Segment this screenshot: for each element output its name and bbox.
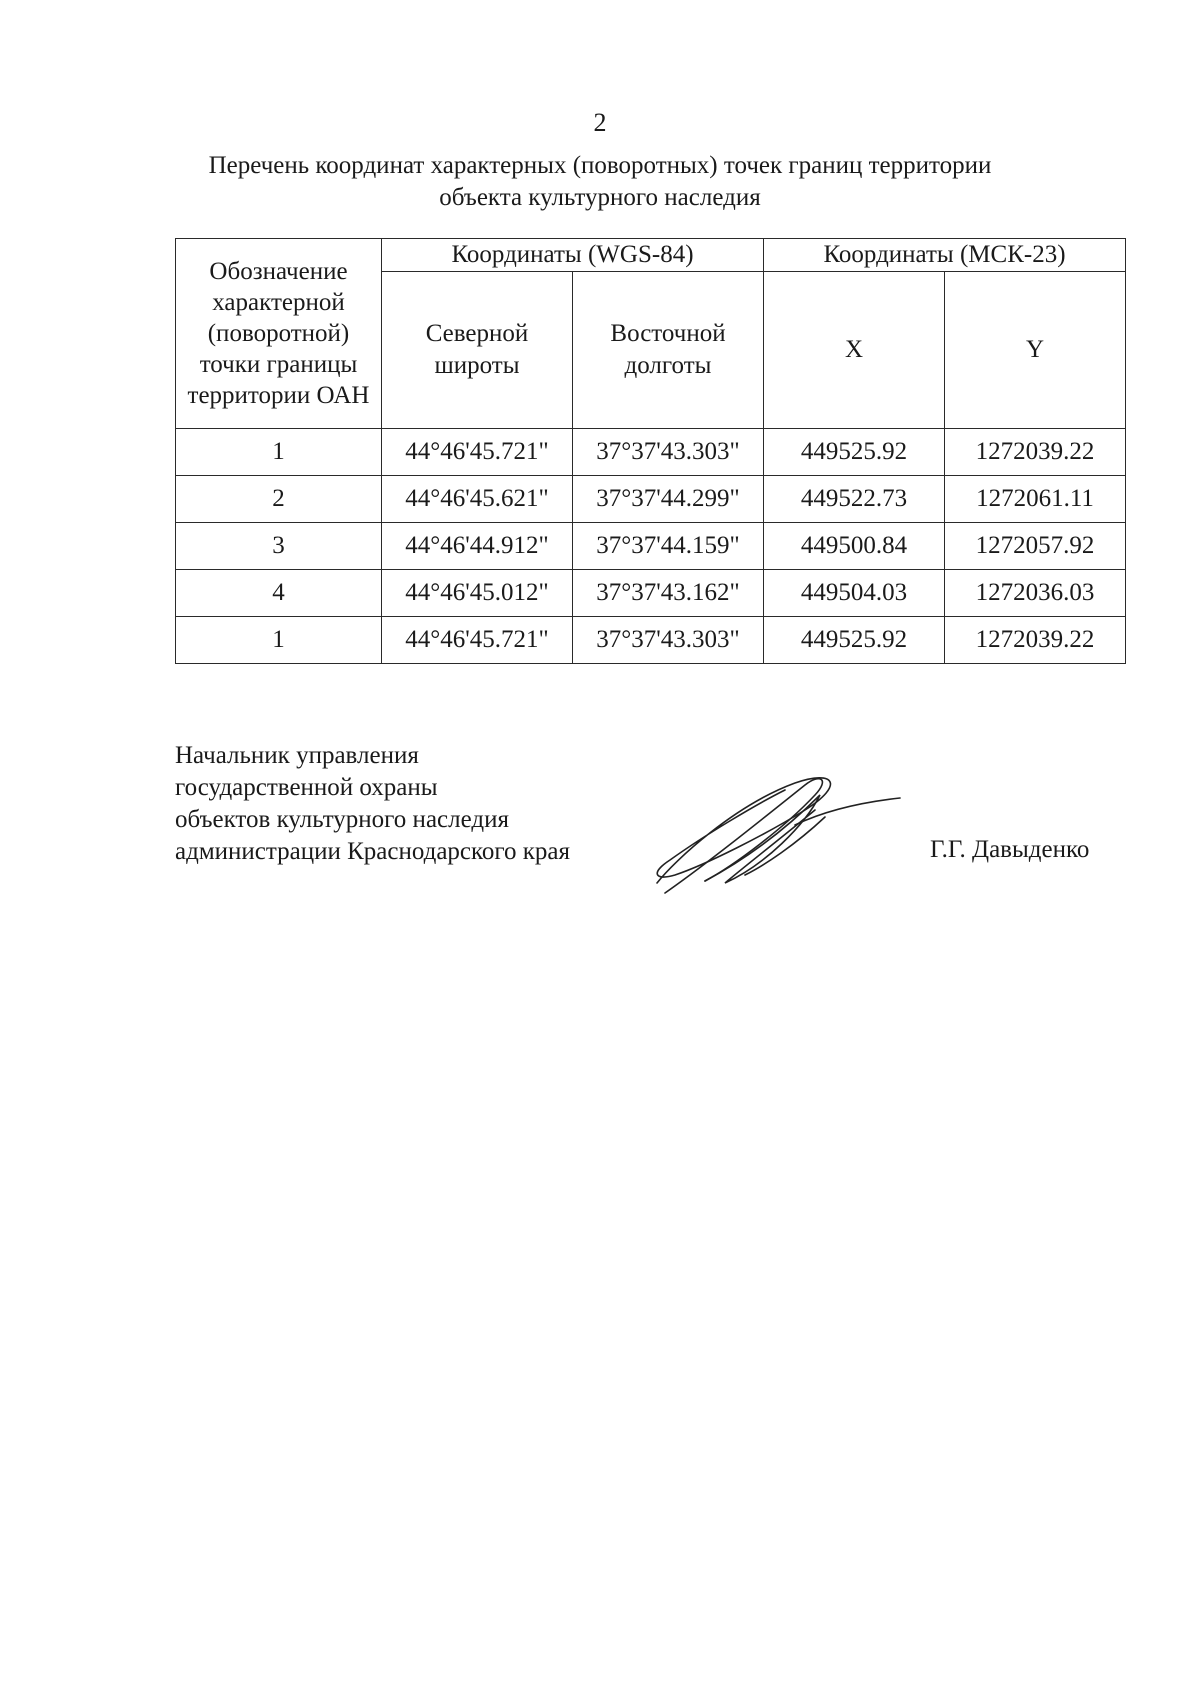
- table-row: [176, 476, 1126, 523]
- handwritten-signature: [645, 765, 905, 905]
- x-cell: 449525.92: [764, 429, 945, 476]
- x-cell: 449522.73: [764, 476, 945, 523]
- table-row: [176, 570, 1126, 617]
- position-line-1: Начальник управления: [175, 742, 419, 769]
- lon-cell: 37°37'43.162": [573, 570, 764, 617]
- lon-cell: 37°37'44.159": [573, 523, 764, 570]
- signer-name: Г.Г. Давыденко: [930, 836, 1090, 863]
- position-line-3: объектов культурного наследия: [175, 806, 509, 833]
- table-row: [176, 429, 1126, 476]
- y-cell: 1272039.22: [945, 429, 1126, 476]
- y-cell: 1272057.92: [945, 523, 1126, 570]
- x-cell: 449525.92: [764, 617, 945, 664]
- table-row: [176, 523, 1126, 570]
- x-cell: 449504.03: [764, 570, 945, 617]
- lon-cell: 37°37'43.303": [573, 429, 764, 476]
- point-cell: 3: [176, 523, 382, 570]
- table-row: [176, 617, 1126, 664]
- document-title: [150, 150, 1050, 214]
- page-number: 2: [593, 108, 607, 137]
- x-cell: 449500.84: [764, 523, 945, 570]
- y-cell: 1272039.22: [945, 617, 1126, 664]
- lon-cell: 37°37'43.303": [573, 617, 764, 664]
- title-line-1: Перечень координат характерных (поворотных) точек границ территории: [208, 152, 992, 179]
- y-cell: 1272061.11: [945, 476, 1126, 523]
- lat-cell: 44°46'45.621": [382, 476, 573, 523]
- point-cell: 2: [176, 476, 382, 523]
- lat-cell: 44°46'45.721": [382, 617, 573, 664]
- title-line-2: объекта культурного наследия: [439, 184, 761, 211]
- lat-cell: 44°46'45.012": [382, 570, 573, 617]
- lat-cell: 44°46'44.912": [382, 523, 573, 570]
- wgs-group-header: Координаты (WGS-84): [382, 239, 764, 272]
- msk-group-header: Координаты (МСК-23): [764, 239, 1126, 272]
- position-line-4: администрации Краснодарского края: [175, 838, 571, 865]
- y-cell: 1272036.03: [945, 570, 1126, 617]
- lon-column-header: Восточной долготы: [573, 272, 764, 429]
- y-column-header: Y: [945, 272, 1126, 429]
- lat-cell: 44°46'45.721": [382, 429, 573, 476]
- lon-cell: 37°37'44.299": [573, 476, 764, 523]
- point-column-header: Обозначение характерной (поворотной) точки границы территории ОАН: [176, 239, 382, 429]
- point-cell: 4: [176, 570, 382, 617]
- point-cell: 1: [176, 617, 382, 664]
- signatory-position: [175, 740, 570, 868]
- position-line-2: государственной охраны: [175, 774, 438, 801]
- point-cell: 1: [176, 429, 382, 476]
- x-column-header: X: [764, 272, 945, 429]
- lat-column-header: Северной широты: [382, 272, 573, 429]
- coordinates-table: [175, 238, 1126, 664]
